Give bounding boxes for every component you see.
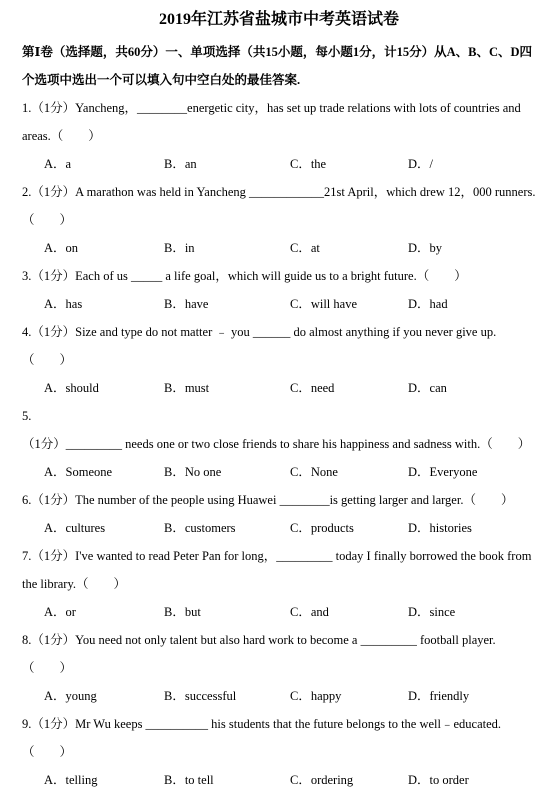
question-stem	[22, 402, 536, 458]
option-c[interactable]: C．happy	[290, 689, 342, 703]
option-b[interactable]: B．in	[164, 241, 195, 255]
question-text: （1分）A marathon was held in Yancheng ____________21st April，which drew 12，000 runners.（ ）	[22, 185, 536, 227]
section-instructions: 第Ⅰ卷（选择题，共60分）一、单项选择（共15小题，每小题1分，计15分）从A、B、C、D四个选项中选出一个可以填入句中空白处的最佳答案.	[22, 45, 533, 87]
option-a[interactable]: A．young	[44, 689, 97, 703]
option-b[interactable]: B．must	[164, 381, 210, 395]
option-d[interactable]: D．to order	[408, 773, 469, 787]
question-item	[22, 402, 536, 486]
option-a[interactable]: A．telling	[44, 773, 98, 787]
question-list	[22, 94, 536, 794]
option-a[interactable]: A．cultures	[44, 521, 106, 535]
question-stem	[22, 318, 536, 374]
question-item	[22, 486, 536, 542]
option-b[interactable]: B．customers	[164, 521, 236, 535]
option-a[interactable]: A．or	[44, 605, 76, 619]
answer-options	[22, 682, 536, 710]
answer-options	[22, 598, 536, 626]
question-stem	[22, 486, 536, 514]
option-c[interactable]: C．None	[290, 465, 338, 479]
page-title: 2019年江苏省盐城市中考英语试卷	[158, 11, 399, 28]
question-stem	[22, 178, 536, 234]
answer-options	[22, 458, 536, 486]
question-text: （1分）Yancheng，________energetic city，has set up trade relations with lots of countries and areas.（ ）	[22, 101, 521, 143]
question-item	[22, 178, 536, 262]
option-c[interactable]: C．at	[290, 241, 320, 255]
question-text: （1分）The number of the people using Huawei ________is getting larger and larger.（ ）	[31, 493, 514, 507]
question-number: 6.	[22, 493, 32, 507]
question-number: 3.	[22, 269, 32, 283]
question-item	[22, 262, 536, 318]
option-a[interactable]: A．has	[44, 297, 83, 311]
answer-options	[22, 766, 536, 794]
option-d[interactable]: D．/	[408, 157, 434, 171]
answer-options	[22, 150, 536, 178]
option-b[interactable]: B．but	[164, 605, 201, 619]
question-item	[22, 542, 536, 626]
question-number: 9.	[22, 717, 32, 731]
answer-options	[22, 514, 536, 542]
option-b[interactable]: B．No one	[164, 465, 222, 479]
option-b[interactable]: B．successful	[164, 689, 237, 703]
question-text: （1分）I've wanted to read Peter Pan for long，_________ today I finally borrowed the book from the library.（ ）	[22, 549, 532, 591]
option-a[interactable]: A．Someone	[44, 465, 113, 479]
question-stem	[22, 542, 536, 598]
question-text: （1分）Each of us _____ a life goal，which will guide us to a bright future.（ ）	[31, 269, 467, 283]
option-a[interactable]: A．should	[44, 381, 99, 395]
question-text: （1分）Mr Wu keeps __________ his students that the future belongs to the well﹣educated.（ ）	[22, 717, 502, 759]
question-number: 8.	[22, 633, 32, 647]
option-b[interactable]: B．to tell	[164, 773, 214, 787]
option-c[interactable]: C．ordering	[290, 773, 354, 787]
question-stem	[22, 710, 536, 766]
question-text: （1分）You need not only talent but also hard work to become a _________ football player.（ ）	[22, 633, 496, 675]
question-number: 2.	[22, 185, 32, 199]
option-a[interactable]: A．on	[44, 241, 79, 255]
option-d[interactable]: D．can	[408, 381, 447, 395]
option-d[interactable]: D．had	[408, 297, 448, 311]
answer-options	[22, 290, 536, 318]
option-d[interactable]: D．Everyone	[408, 465, 478, 479]
option-c[interactable]: C．need	[290, 381, 335, 395]
option-c[interactable]: C．will have	[290, 297, 358, 311]
question-number: 7.	[22, 549, 32, 563]
question-text: （1分）Size and type do not matter ﹣ you ______ do almost anything if you never give up.（ ）	[22, 325, 497, 367]
option-c[interactable]: C．and	[290, 605, 329, 619]
question-text: （1分）_________ needs one or two close friends to share his happiness and sadness with.（ ）	[22, 437, 531, 451]
option-c[interactable]: C．products	[290, 521, 354, 535]
question-stem	[22, 626, 536, 682]
answer-options	[22, 234, 536, 262]
question-item	[22, 318, 536, 402]
question-item	[22, 626, 536, 710]
question-number: 4.	[22, 325, 32, 339]
question-number: 1.	[22, 101, 32, 115]
option-d[interactable]: D．by	[408, 241, 443, 255]
question-stem	[22, 94, 536, 150]
option-b[interactable]: B．an	[164, 157, 197, 171]
option-c[interactable]: C．the	[290, 157, 327, 171]
option-d[interactable]: D．friendly	[408, 689, 470, 703]
question-item	[22, 710, 536, 794]
option-d[interactable]: D．histories	[408, 521, 472, 535]
question-item	[22, 94, 536, 178]
option-b[interactable]: B．have	[164, 297, 209, 311]
option-a[interactable]: A．a	[44, 157, 72, 171]
question-stem	[22, 262, 536, 290]
answer-options	[22, 374, 536, 402]
option-d[interactable]: D．since	[408, 605, 456, 619]
question-number: 5.	[22, 409, 32, 423]
